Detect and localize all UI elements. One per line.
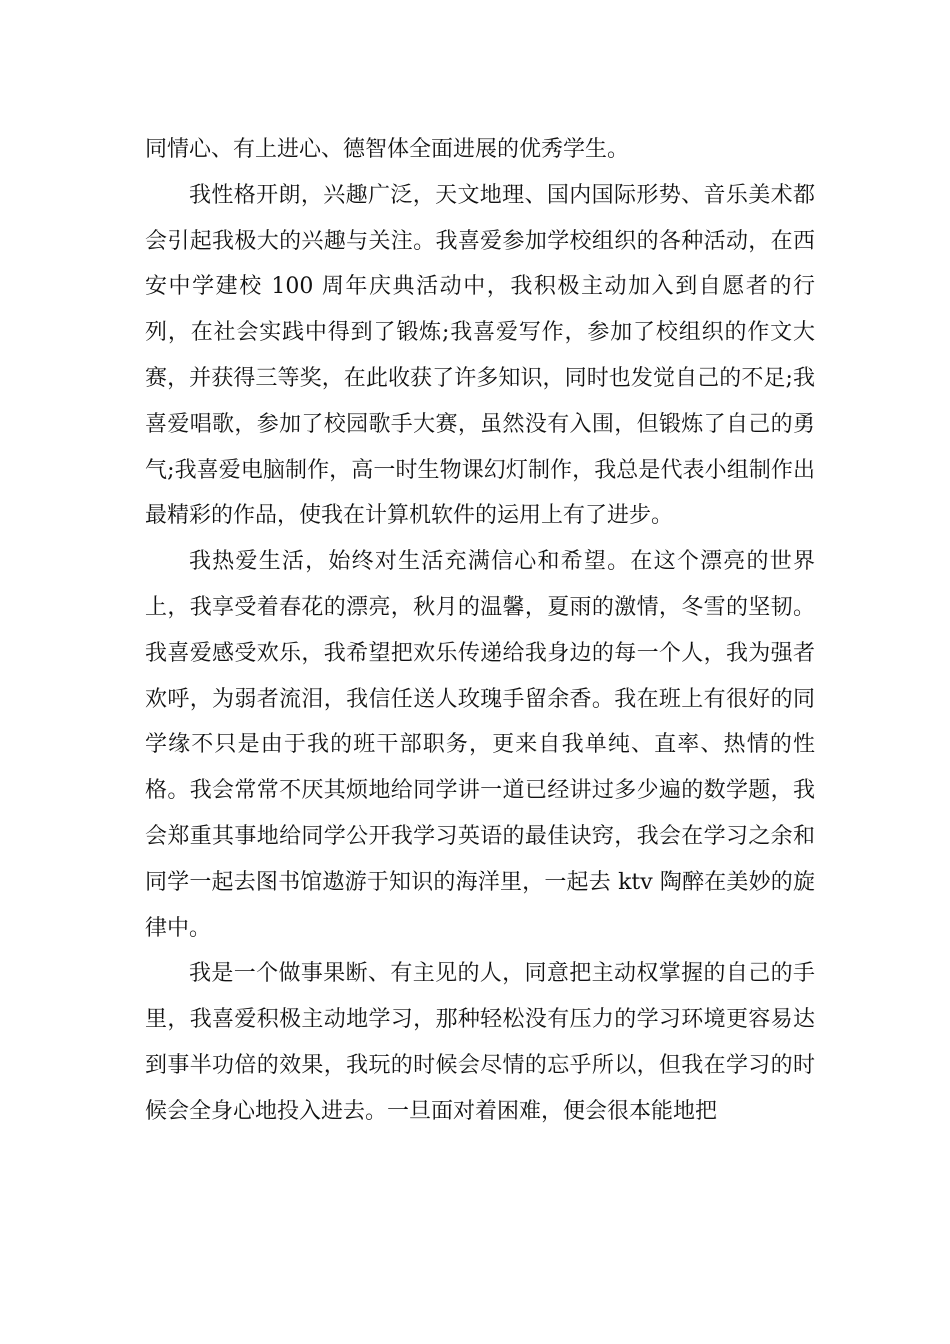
document-body [145, 127, 815, 1135]
paragraph-3: 我热爱生活，始终对生活充满信心和希望。在这个漂亮的世界上，我享受着春花的漂亮，秋月的温馨，夏雨的激情，冬雪的坚韧。我喜爱感受欢乐，我希望把欢乐传递给我身边的每一个人，我为强者欢呼，为弱者流泪，我信任送人玫瑰手留余香。我在班上有很好的同学缘不只是由于我的班干部职务，更来自我单纯、直率、热情的性格。我会常常不厌其烦地给同学讲一道已经讲过多少遍的数学题，我会郑重其事地给同学公开我学习英语的最佳诀窍，我会在学习之余和同学一起去图书馆遨游于知识的海洋里，一起去 ktv 陶醉在美妙的旋律中。 [145, 549, 815, 941]
paragraph-4: 我是一个做事果断、有主见的人，同意把主动权掌握的自己的手里，我喜爱积极主动地学习，那种轻松没有压力的学习环境更容易达到事半功倍的效果，我玩的时候会尽情的忘乎所以，但我在学习的时候会全身心地投入进去。一旦面对着困难，便会很本能地把 [145, 961, 815, 1124]
paragraph-1: 同情心、有上进心、德智体全面进展的优秀学生。 [145, 137, 630, 162]
paragraph-2: 我性格开朗，兴趣广泛，天文地理、国内国际形势、音乐美术都会引起我极大的兴趣与关注。我喜爱参加学校组织的各种活动，在西安中学建校 100 周年庆典活动中，我积极主动加入到自愿者的行列，在社会实践中得到了锻炼;我喜爱写作，参加了校组织的作文大赛，并获得三等奖，在此收获了许多知识，同时也发觉自己的不足;我喜爱唱歌，参加了校园歌手大赛，虽然没有入围，但锻炼了自己的勇气;我喜爱电脑制作，高一时生物课幻灯制作，我总是代表小组制作出最精彩的作品，使我在计算机软件的运用上有了进步。 [145, 182, 815, 529]
